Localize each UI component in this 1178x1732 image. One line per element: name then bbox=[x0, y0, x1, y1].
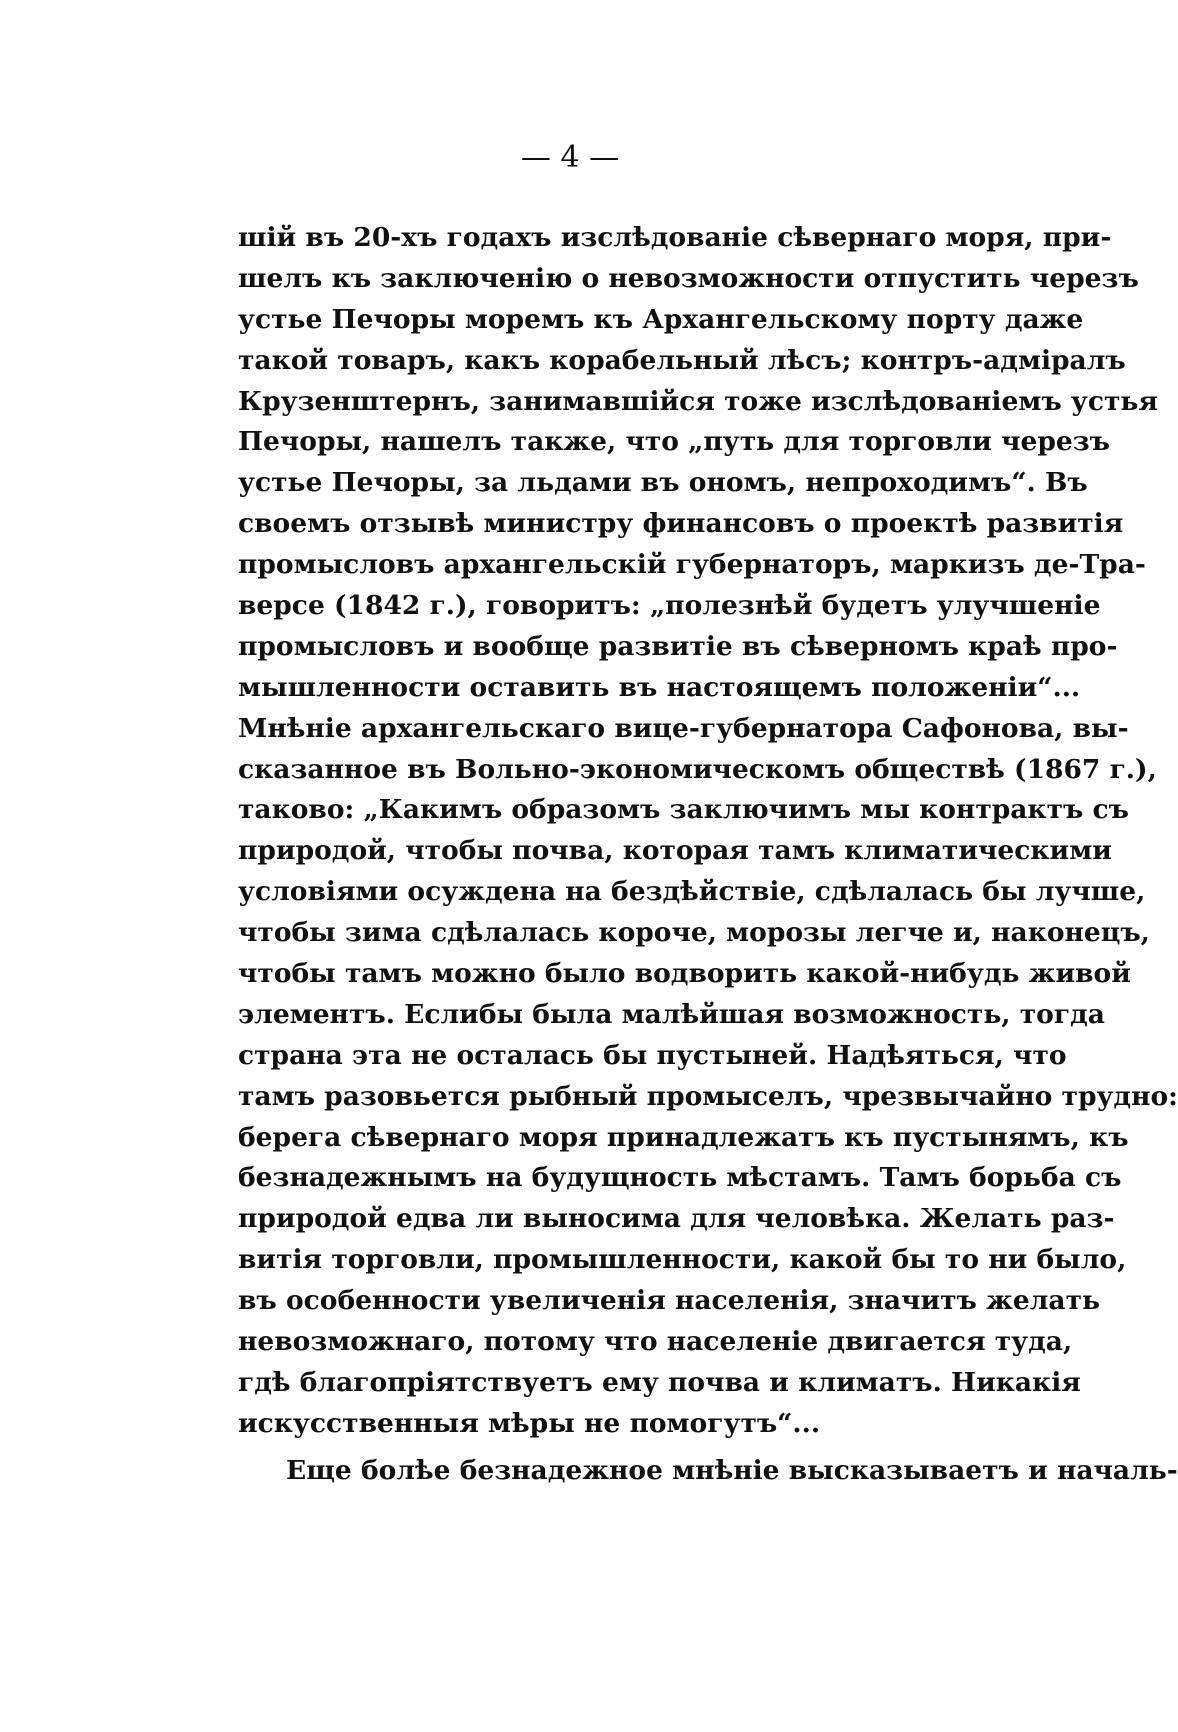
text-line: берега сѣвернаго моря принадлежатъ къ пустынямъ, къ bbox=[238, 1121, 1129, 1153]
text-line: шелъ къ заключенію о невозможности отпустить черезъ bbox=[238, 262, 1139, 294]
text-line: невозможнаго, потому что населеніе двигается туда, bbox=[238, 1326, 1073, 1358]
text-line: Крузенштернъ, занимавшійся тоже изслѣдованіемъ устья bbox=[238, 385, 1158, 417]
body-text bbox=[238, 218, 1178, 1492]
page-number: — 4 — bbox=[520, 140, 620, 175]
text-line: Еще болѣе безнадежное мнѣніе высказываетъ и началь- bbox=[286, 1454, 1178, 1486]
text-line: природой едва ли выносима для человѣка. Желать раз- bbox=[238, 1203, 1115, 1235]
paragraph-2 bbox=[238, 1451, 1178, 1492]
text-line: безнадежнымъ на будущность мѣстамъ. Тамъ борьба съ bbox=[238, 1162, 1122, 1194]
text-line: страна эта не осталась бы пустыней. Надѣяться, что bbox=[238, 1039, 1067, 1071]
text-line: такой товаръ, какъ корабельный лѣсъ; контръ-адміралъ bbox=[238, 344, 1126, 376]
text-line: гдѣ благопріятствуетъ ему почва и климатъ. Никакія bbox=[238, 1366, 1081, 1398]
text-line: Печоры, нашелъ также, что „путь для торговли черезъ bbox=[238, 426, 1110, 458]
text-line: версе (1842 г.), говоритъ: „полезнѣй будетъ улучшеніе bbox=[238, 590, 1101, 622]
text-line: чтобы тамъ можно было водворить какой-нибудь живой bbox=[238, 958, 1131, 990]
text-line: промысловъ и вообще развитіе въ сѣверномъ краѣ про- bbox=[238, 630, 1118, 662]
text-line: искусственныя мѣры не помогутъ“... bbox=[238, 1407, 821, 1439]
paragraph-1 bbox=[238, 218, 1178, 1445]
text-line: элементъ. Еслибы была малѣйшая возможность, тогда bbox=[238, 998, 1105, 1030]
text-line: Мнѣніе архангельскаго вице-губернатора Сафонова, вы- bbox=[238, 712, 1129, 744]
text-line: своемъ отзывѣ министру финансовъ о проектѣ развитія bbox=[238, 508, 1124, 540]
text-line: устье Печоры, за льдами въ ономъ, непроходимъ“. Въ bbox=[238, 467, 1088, 499]
text-line: условіями осуждена на бездѣйствіе, сдѣлалась бы лучше, bbox=[238, 876, 1146, 908]
text-line: мышленности оставить въ настоящемъ положеніи“... bbox=[238, 671, 1081, 703]
text-line: чтобы зима сдѣлалась короче, морозы легче и, наконецъ, bbox=[238, 917, 1150, 949]
text-line: устье Печоры моремъ къ Архангельскому порту даже bbox=[238, 303, 1084, 335]
text-line: сказанное въ Вольно-экономическомъ обществѣ (1867 г.), bbox=[238, 753, 1157, 785]
text-line: шій въ 20-хъ годахъ изслѣдованіе сѣвернаго моря, при- bbox=[238, 222, 1112, 253]
text-line: природой, чтобы почва, которая тамъ климатическими bbox=[238, 835, 1112, 867]
text-line: въ особенности увеличенія населенія, значитъ желать bbox=[238, 1285, 1100, 1317]
text-line: витія торговли, промышленности, какой бы то ни было, bbox=[238, 1244, 1127, 1276]
text-line: промысловъ архангельскій губернаторъ, маркизъ де-Тра- bbox=[238, 549, 1146, 581]
text-line: тамъ разовьется рыбный промыселъ, чрезвычайно трудно: bbox=[238, 1080, 1178, 1112]
text-line: таково: „Какимъ образомъ заключимъ мы контрактъ съ bbox=[238, 794, 1130, 826]
